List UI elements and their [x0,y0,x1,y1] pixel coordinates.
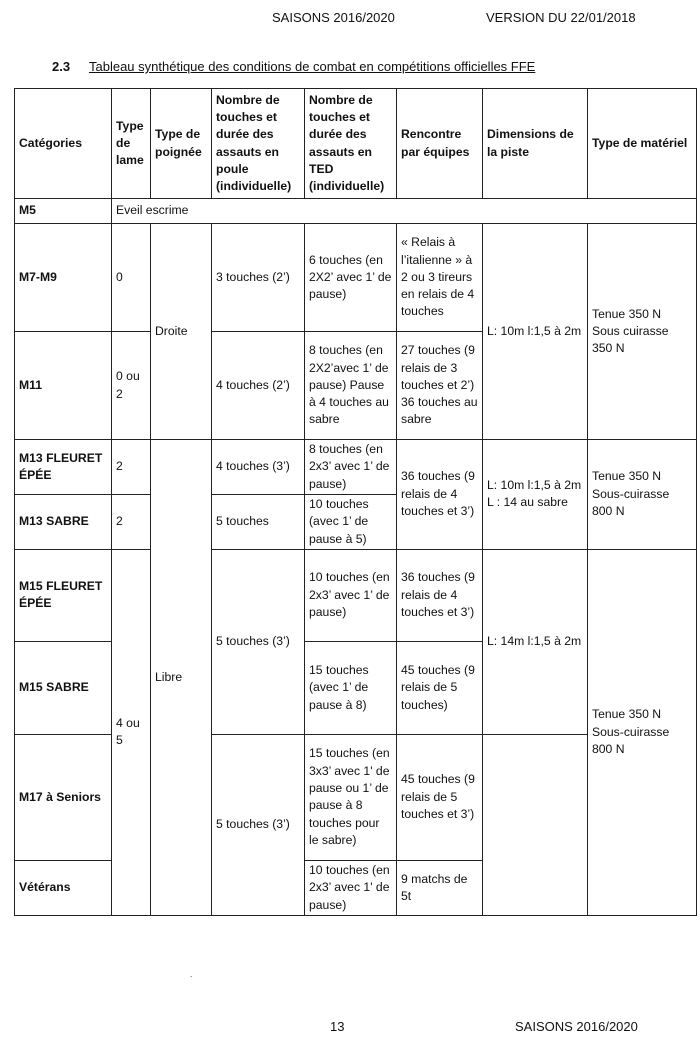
table-row [15,440,697,495]
category-cell: Vétérans [15,860,112,915]
ted-cell: 10 touches (en 2x3’ avec 1' de pause) [305,860,397,915]
ted-cell: 10 touches (avec 1’ de pause à 5) [305,494,397,549]
section-heading [52,59,535,74]
table-row [15,199,697,224]
combat-conditions-table [14,88,697,916]
ted-cell: 15 touches (en 3x3’ avec 1' de pause ou 1’ de pause à 8 touches pour le sabre) [305,734,397,860]
table-row [15,549,697,641]
ted-cell: 10 touches (en 2x3’ avec 1’ de pause) [305,549,397,641]
poule-cell: 4 touches (2’) [212,332,305,440]
category-cell: M17 à Seniors [15,734,112,860]
poignee-cell: Libre [151,440,212,916]
lame-cell: 2 [112,440,151,495]
lame-cell: 2 [112,494,151,549]
equipes-cell: 45 touches (9 relais de 5 touches) [397,641,483,734]
materiel-cell: Tenue 350 N Sous cuirasse 350 N [588,224,697,440]
page-number: 13 [330,1019,345,1034]
header-version: VERSION DU 22/01/2018 [486,10,636,25]
m5-value-cell: Eveil escrime [112,199,697,224]
lame-cell: 4 ou 5 [112,549,151,915]
header-cell: Type de poignée [151,89,212,199]
category-cell: M15 FLEURET ÉPÉE [15,549,112,641]
table-row [15,224,697,332]
poule-cell: 5 touches [212,494,305,549]
ted-cell: 8 touches (en 2x3’ avec 1’ de pause) [305,440,397,495]
header-cell: Type de lame [112,89,151,199]
piste-cell: L: 10m l:1,5 à 2m [483,224,588,440]
category-cell: M5 [15,199,112,224]
materiel-cell: Tenue 350 N Sous-cuirasse 800 N [588,549,697,915]
table-header-row [15,89,697,199]
poule-cell: 5 touches (3’) [212,734,305,915]
header-season: SAISONS 2016/2020 [272,10,395,25]
equipes-cell: 9 matchs de 5t [397,860,483,915]
header-cell: Rencontre par équipes [397,89,483,199]
ted-cell: 8 touches (en 2X2’avec 1’ de pause) Pause à 4 touches au sabre [305,332,397,440]
header-cell: Dimensions de la piste [483,89,588,199]
header-cell: Nombre de touches et durée des assauts en poule (individuelle) [212,89,305,199]
lame-cell: 0 [112,224,151,332]
piste-cell: L: 14m l:1,5 à 2m [483,549,588,734]
poignee-cell: Droite [151,224,212,440]
equipes-cell: 36 touches (9 relais de 4 touches et 3’) [397,549,483,641]
poule-cell: 4 touches (3’) [212,440,305,495]
category-cell: M13 FLEURET ÉPÉE [15,440,112,495]
piste-cell-empty [483,734,588,915]
piste-cell: L: 10m l:1,5 à 2m L : 14 au sabre [483,440,588,550]
poule-cell: 3 touches (2’) [212,224,305,332]
materiel-cell: Tenue 350 N Sous-cuirasse 800 N [588,440,697,550]
equipes-cell: « Relais à l’italienne » à 2 ou 3 tireurs en relais de 4 touches [397,224,483,332]
footer-season: SAISONS 2016/2020 [515,1019,638,1034]
section-number: 2.3 [52,59,71,74]
category-cell: M7-M9 [15,224,112,332]
stray-mark: . [190,970,193,979]
section-title: Tableau synthétique des conditions de combat en compétitions officielles FFE [89,59,536,74]
header-cell: Type de matériel [588,89,697,199]
lame-cell: 0 ou 2 [112,332,151,440]
category-cell: M15 SABRE [15,641,112,734]
ted-cell: 6 touches (en 2X2’ avec 1’ de pause) [305,224,397,332]
ted-cell: 15 touches (avec 1’ de pause à 8) [305,641,397,734]
equipes-cell: 45 touches (9 relais de 5 touches et 3’) [397,734,483,860]
category-cell: M13 SABRE [15,494,112,549]
equipes-cell: 27 touches (9 relais de 3 touches et 2’) 36 touches au sabre [397,332,483,440]
header-cell: Catégories [15,89,112,199]
poule-cell: 5 touches (3’) [212,549,305,734]
equipes-cell: 36 touches (9 relais de 4 touches et 3’) [397,440,483,550]
category-cell: M11 [15,332,112,440]
header-cell: Nombre de touches et durée des assauts en TED (individuelle) [305,89,397,199]
